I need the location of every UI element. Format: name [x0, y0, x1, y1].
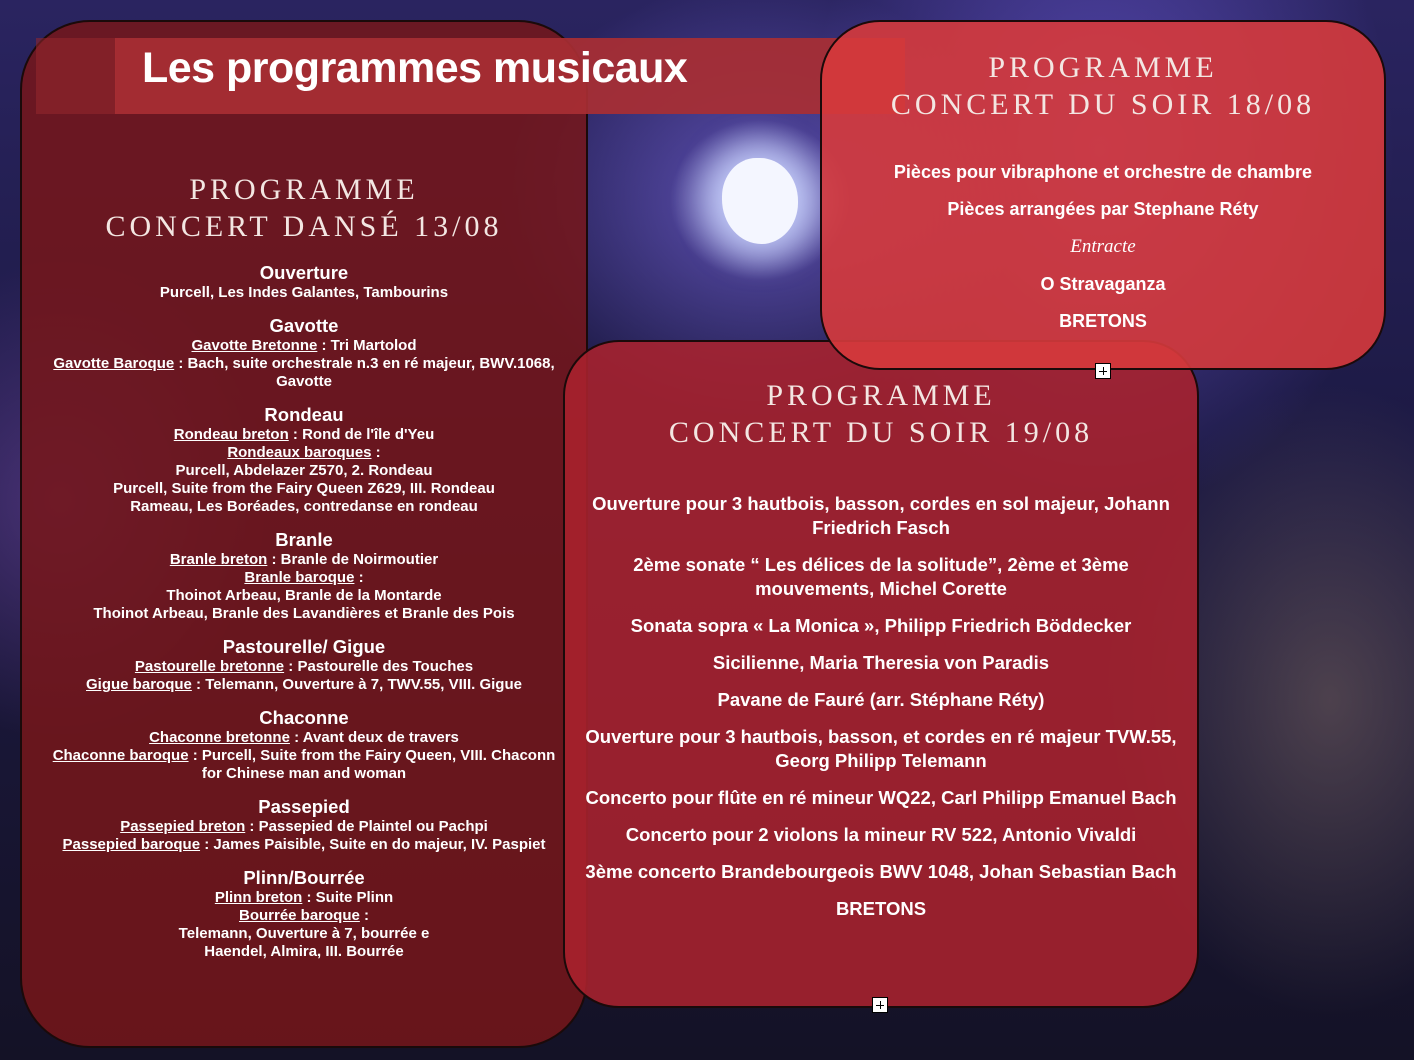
- dance-title: Rondeau: [264, 404, 344, 425]
- dance-line: [30, 284, 578, 302]
- dance-line-text: Purcell, Suite from the Fairy Queen Z629, III. Rondeau: [113, 480, 495, 497]
- dance-line: [30, 498, 578, 516]
- panel-heading: [565, 378, 1197, 451]
- program-item: Concerto pour flûte en ré mineur WQ22, Carl Philipp Emanuel Bach: [585, 787, 1177, 808]
- dance-title: Plinn/Bourrée: [243, 867, 365, 888]
- program-item: Ouverture pour 3 hautbois, basson, et cordes en ré majeur TVW.55, Georg Philipp Telemann: [585, 726, 1177, 771]
- program-item: BRETONS: [1059, 311, 1147, 331]
- dance-line: [30, 373, 578, 391]
- dance-section: [30, 867, 578, 961]
- dance-line: [30, 765, 578, 783]
- dance-title: Gavotte: [269, 315, 339, 336]
- dance-line-text: Rameau, Les Boréades, contredanse en rondeau: [130, 498, 478, 515]
- panel-heading: [822, 50, 1384, 123]
- dance-style-label: Gavotte Baroque: [53, 355, 175, 372]
- dance-style-label: Bourrée baroque: [238, 907, 360, 924]
- dance-line: [30, 925, 578, 943]
- dance-section: [30, 707, 578, 783]
- dance-style-label: Gigue baroque: [86, 676, 192, 693]
- dance-line-text: for Chinese man and woman: [201, 765, 407, 782]
- stage-light: [722, 158, 798, 244]
- title-bar-accent: [36, 38, 116, 114]
- dance-line: [30, 658, 578, 676]
- dance-style-label: Chaconne bretonne: [149, 729, 290, 746]
- dance-line-text: : Bach, suite orchestrale n.3 en ré majeur, BWV.1068,: [174, 355, 555, 372]
- dance-title: Pastourelle/ Gigue: [222, 636, 386, 657]
- heading-line-1: PROGRAMME: [189, 173, 419, 206]
- dance-line-text: : Tri Martolod: [317, 337, 417, 354]
- dance-line-text: : Telemann, Ouverture à 7, TWV.55, VIII. Gigue: [191, 676, 522, 693]
- dance-line-text: : Purcell, Suite from the Fairy Queen, VIII. Chaconn: [188, 747, 556, 764]
- dance-list: [30, 262, 578, 974]
- dance-title: Ouverture: [259, 262, 349, 283]
- dance-line-text: : Rond de l'île d'Yeu: [288, 426, 435, 443]
- dance-style-label: Passepied breton: [120, 818, 246, 835]
- dance-line: [30, 889, 578, 907]
- dance-style-label: Pastourelle bretonne: [134, 658, 285, 675]
- dance-line: [30, 551, 578, 569]
- dance-style-label: Passepied baroque: [62, 836, 201, 853]
- program-item: Pavane de Fauré (arr. Stéphane Réty): [717, 689, 1045, 710]
- dance-line: [30, 747, 578, 765]
- dance-line: [30, 907, 578, 925]
- dance-style-label: Rondeau breton: [173, 426, 289, 443]
- dance-line: [30, 426, 578, 444]
- program-item: Sicilienne, Maria Theresia von Paradis: [712, 652, 1050, 673]
- dance-line-text: Purcell, Abdelazer Z570, 2. Rondeau: [175, 462, 433, 479]
- program-item: O Stravaganza: [1040, 274, 1166, 294]
- dance-line: [30, 462, 578, 480]
- dance-line: [30, 587, 578, 605]
- dance-line-text: :: [359, 907, 370, 924]
- heading-line-1: PROGRAMME: [988, 51, 1218, 84]
- dance-line: [30, 569, 578, 587]
- program-list: [822, 162, 1384, 348]
- program-item: Sonata sopra « La Monica », Philipp Friedrich Böddecker: [630, 615, 1132, 636]
- dance-line-text: Haendel, Almira, III. Bourrée: [204, 943, 404, 960]
- program-item: Ouverture pour 3 hautbois, basson, cordes en sol majeur, Johann Friedrich Fasch: [592, 493, 1170, 538]
- heading-line-2: CONCERT DU SOIR 18/08: [890, 87, 1316, 121]
- dance-section: [30, 262, 578, 302]
- dance-line: [30, 943, 578, 961]
- dance-style-label: Gavotte Bretonne: [191, 337, 318, 354]
- page-title[interactable]: Les programmes musicaux: [142, 44, 688, 92]
- dance-style-label: Plinn breton: [214, 889, 303, 906]
- panel-concert-danse[interactable]: [20, 20, 588, 1048]
- program-item: BRETONS: [835, 898, 927, 919]
- dance-line-text: :: [371, 444, 381, 461]
- program-item: Concerto pour 2 violons la mineur RV 522, Antonio Vivaldi: [625, 824, 1137, 845]
- dance-title: Passepied: [258, 796, 350, 817]
- dance-line-text: : Suite Plinn: [302, 889, 394, 906]
- dance-section: [30, 404, 578, 516]
- dance-line: [30, 480, 578, 498]
- dance-line: [30, 337, 578, 355]
- program-item: 3ème concerto Brandebourgeois BWV 1048, Johan Sebastian Bach: [585, 861, 1177, 882]
- dance-line: [30, 676, 578, 694]
- dance-style-label: Branle baroque: [244, 569, 355, 586]
- dance-line-text: :: [354, 569, 364, 586]
- dance-line-text: : Passepied de Plaintel ou Pachpi: [245, 818, 488, 835]
- dance-line: [30, 605, 578, 623]
- dance-style-label: Rondeaux baroques: [227, 444, 372, 461]
- resize-handle-icon[interactable]: [1095, 363, 1111, 379]
- dance-line: [30, 818, 578, 836]
- dance-line-text: Purcell, Les Indes Galantes, Tambourins: [159, 284, 449, 301]
- dance-title: Branle: [275, 529, 333, 550]
- dance-title: Chaconne: [259, 707, 349, 728]
- heading-line-2: CONCERT DANSÉ 13/08: [105, 209, 503, 243]
- dance-line-text: Thoinot Arbeau, Branle des Lavandières et Branle des Pois: [93, 605, 515, 622]
- resize-handle-icon[interactable]: [872, 997, 888, 1013]
- heading-line-1: PROGRAMME: [766, 379, 996, 412]
- dance-style-label: Branle breton: [169, 551, 268, 568]
- program-item: 2ème sonate “ Les délices de la solitude”, 2ème et 3ème mouvements, Michel Corette: [633, 554, 1129, 599]
- dance-line-text: Thoinot Arbeau, Branle de la Montarde: [166, 587, 442, 604]
- intermission-label: Entracte: [1070, 236, 1136, 257]
- dance-line: [30, 729, 578, 747]
- dance-line-text: : Pastourelle des Touches: [284, 658, 474, 675]
- dance-line-text: Gavotte: [276, 373, 332, 390]
- program-item: Pièces arrangées par Stephane Réty: [947, 199, 1259, 219]
- dance-line: [30, 355, 578, 373]
- dance-line: [30, 444, 578, 462]
- panel-concert-soir-1808[interactable]: [820, 20, 1386, 370]
- dance-line-text: : James Paisible, Suite en do majeur, IV. Paspiet: [200, 836, 546, 853]
- dance-section: [30, 315, 578, 391]
- dance-section: [30, 529, 578, 623]
- program-list: [575, 492, 1187, 934]
- dance-section: [30, 636, 578, 694]
- dance-line-text: : Avant deux de travers: [289, 729, 459, 746]
- dance-style-label: Chaconne baroque: [52, 747, 189, 764]
- panel-heading: [22, 172, 586, 245]
- dance-line: [30, 836, 578, 854]
- dance-section: [30, 796, 578, 854]
- dance-line-text: Telemann, Ouverture à 7, bourrée e: [178, 925, 430, 942]
- panel-concert-soir-1908[interactable]: [563, 340, 1199, 1008]
- program-item: Pièces pour vibraphone et orchestre de chambre: [893, 162, 1313, 182]
- heading-line-2: CONCERT DU SOIR 19/08: [668, 415, 1094, 449]
- dance-line-text: : Branle de Noirmoutier: [267, 551, 439, 568]
